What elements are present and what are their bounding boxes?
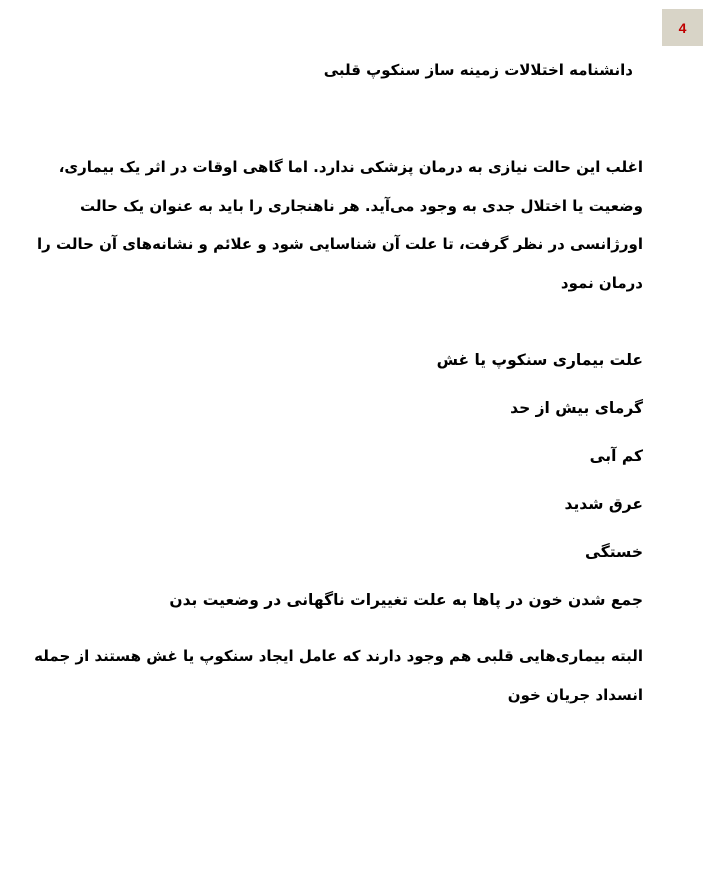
closing-line: انسداد جریان خون	[507, 686, 643, 704]
cause-item: خستگی	[585, 543, 643, 561]
document-title: دانشنامه اختلالات زمینه ساز سنکوپ قلبی	[323, 61, 633, 79]
intro-line: درمان نمود	[560, 273, 643, 292]
page-number-badge	[662, 9, 703, 46]
cause-item: کم آبی	[589, 447, 643, 465]
causes-heading: علت بیماری سنکوپ یا غش	[436, 351, 643, 369]
intro-line: اغلب این حالت نیازی به درمان پزشکی ندارد. اما گاهی اوقات در اثر یک بیماری،	[58, 158, 643, 176]
intro-paragraph	[36, 148, 643, 302]
cause-item: گرمای بیش از حد	[510, 399, 643, 417]
closing-paragraph	[34, 637, 643, 715]
cause-item: عرق شدید	[564, 495, 643, 513]
cause-item: جمع شدن خون در پاها به علت تغییرات ناگهانی در وضعیت بدن	[169, 591, 643, 609]
intro-line: وضعیت یا اختلال جدی به وجود می‌آید. هر ناهنجاری را باید به عنوان یک حالت	[79, 196, 643, 215]
page-number: 4	[678, 19, 687, 36]
intro-line: اورژانسی در نظر گرفت، تا علت آن شناسایی شود و علائم و نشانه‌های آن حالت را	[36, 235, 643, 253]
closing-line: البته بیماری‌هایی قلبی هم وجود دارند که عامل ایجاد سنکوپ یا غش هستند از جمله	[34, 647, 643, 665]
